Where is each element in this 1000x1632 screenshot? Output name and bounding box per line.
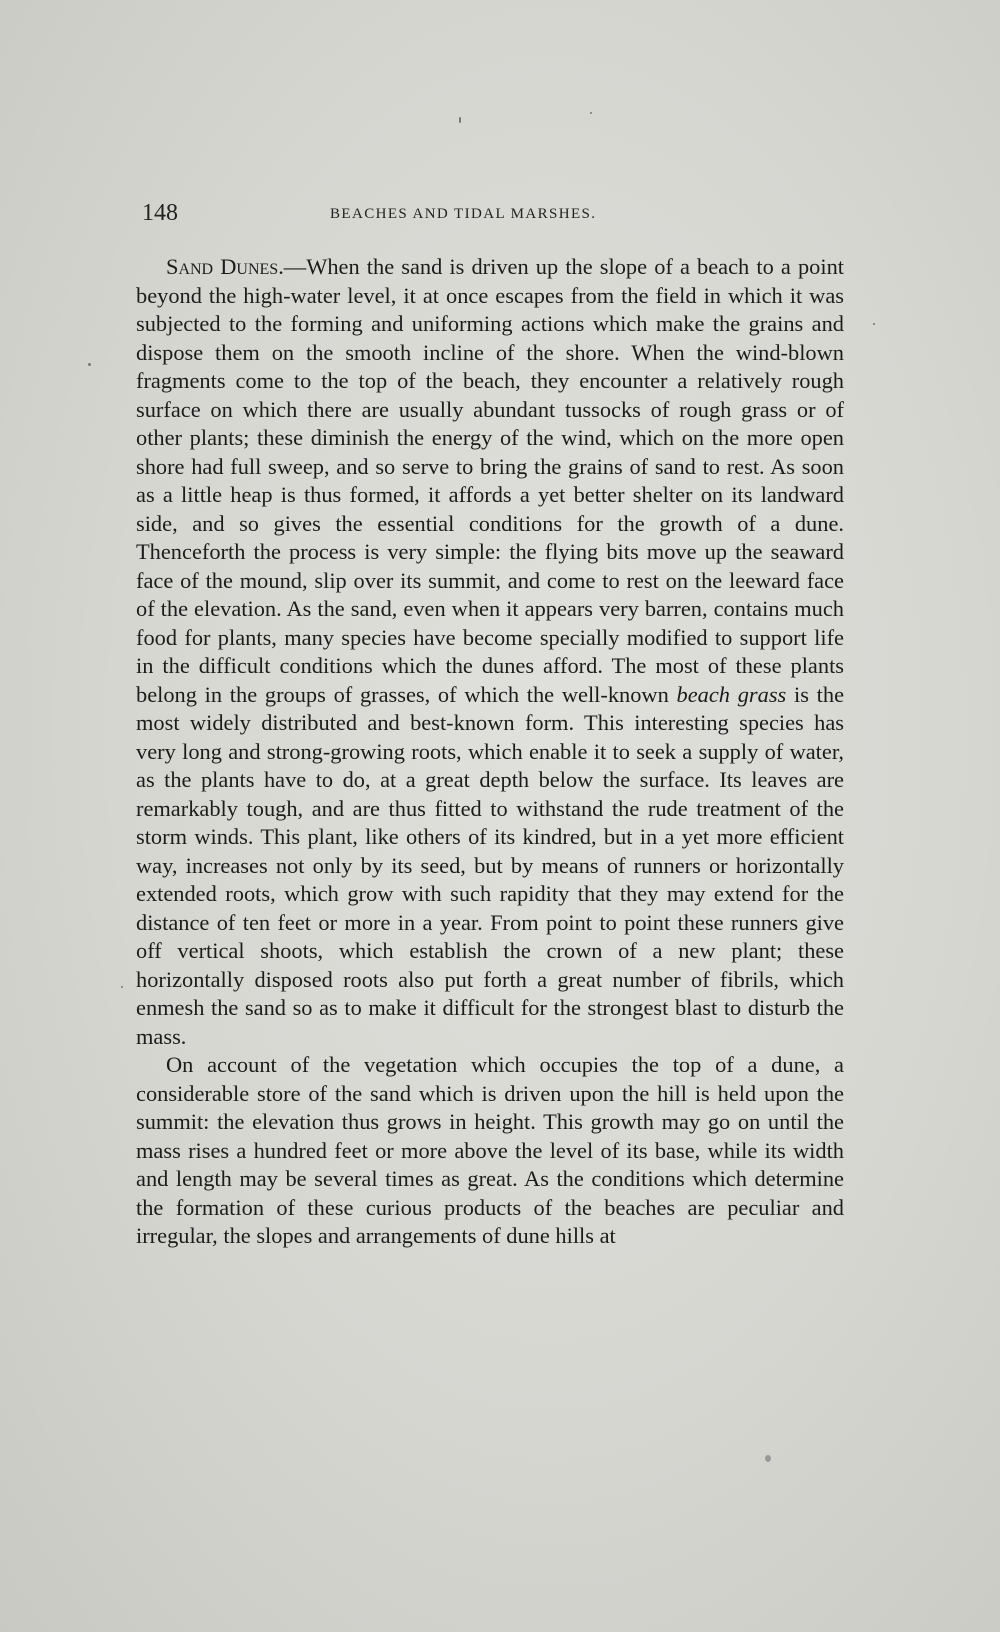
- page-speck: [590, 112, 592, 114]
- paragraph-vegetation: [136, 1051, 844, 1251]
- italic-term: beach grass: [676, 681, 787, 707]
- page-number: 148: [142, 200, 178, 226]
- running-head: BEACHES AND TIDAL MARSHES.: [330, 206, 597, 222]
- paragraph-sand-dunes: [136, 253, 844, 1051]
- text-segment: —When the sand is driven up the slope of a beach to a point beyond the high-water level, it at once escapes from the field in which it was subjected to the forming and uniforming actions which make the grains and dispose them on the smooth incline of the shore. When the wind-blown fragments come to the top of the beach, they encounter a relatively rough surface on which there are usually abundant tussocks of rough grass or of other plants; these diminish the energy of the wind, which on the more open shore had full sweep, and so serve to bring the grains of sand to rest. As soon as a little heap is thus formed, it affords a yet better shelter on its landward side, and so gives the essential conditions for the growth of a dune. Thenceforth the process is very simple: the flying bits move up the seaward face of the mound, slip over its summit, and come to rest on the leeward face of the elevation. As the sand, even when it appears very barren, contains much food for plants, many species have become specially modified to support life in the difficult conditions which the dunes afford. The most of these plants belong in the groups of grasses, of which the well-known: [136, 254, 844, 707]
- page-speck: [765, 1455, 771, 1462]
- section-heading: Sand Dunes.: [166, 254, 284, 279]
- page-speck: [88, 363, 91, 366]
- body-text: [136, 253, 844, 1251]
- page-speck: [121, 986, 123, 988]
- page-speck: [459, 117, 461, 123]
- text-segment: is the most widely distributed and best-known form. This interesting species has very long and strong-growing roots, which enable it to seek a supply of water, as the plants have to do, at a great depth below the surface. Its leaves are remarkably tough, and are thus fitted to withstand the rude treatment of the storm winds. This plant, like others of its kindred, but in a yet more efficient way, increases not only by its seed, but by means of runners or horizontally extended roots, which grow with such rapidity that they may extend for the distance of ten feet or more in a year. From point to point these runners give off vertical shoots, which establish the crown of a new plant; these horizontally disposed roots also put forth a great number of fibrils, which enmesh the sand so as to make it difficult for the strongest blast to disturb the mass.: [136, 681, 845, 1049]
- page-speck: [873, 323, 875, 325]
- text-segment: On account of the vegetation which occupies the top of a dune, a considerable store of the sand which is driven upon the hill is held upon the summit: the elevation thus grows in height. This growth may go on until the mass rises a hundred feet or more above the level of its base, while its width and length may be several times as great. As the conditions which determine the formation of these curious products of the beaches are peculiar and irregular, the slopes and arrangements of dune hills at: [136, 1052, 844, 1248]
- page-header: [142, 200, 842, 234]
